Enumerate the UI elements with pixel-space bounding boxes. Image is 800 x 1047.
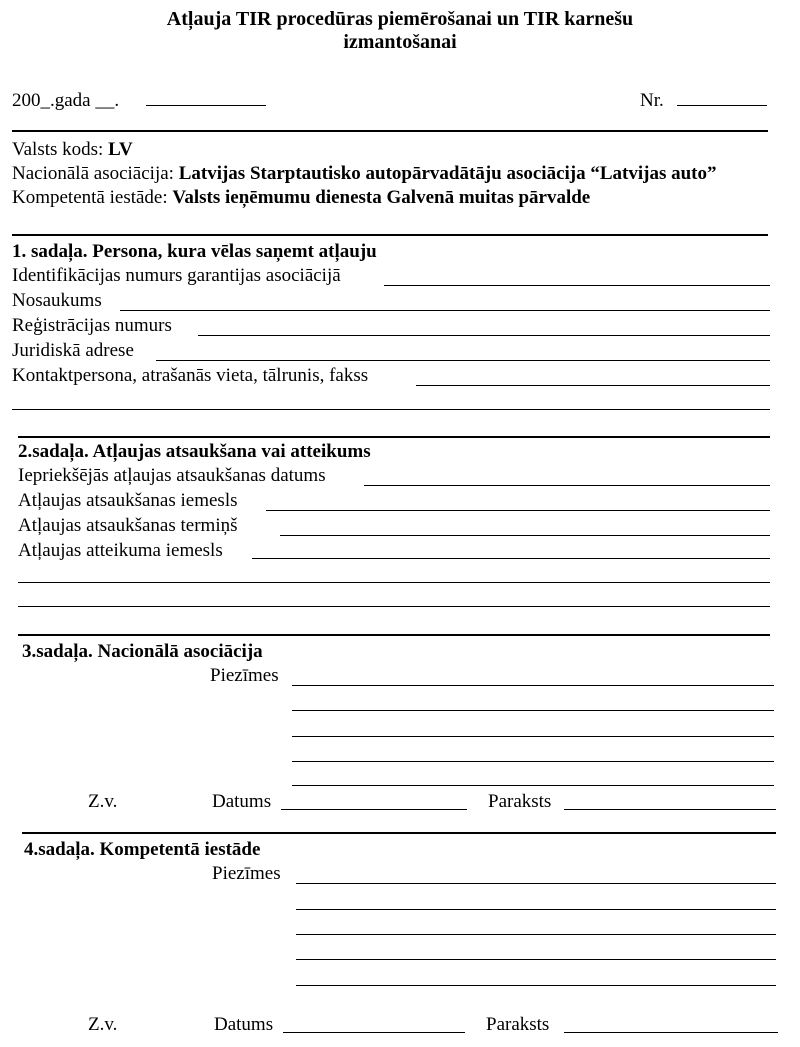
section1-field-contact: Kontaktpersona, atrašanās vieta, tālrunis, fakss	[12, 365, 369, 386]
section4-heading: 4.sadaļa. Kompetentā iestāde	[24, 839, 261, 860]
section3-date-line[interactable]	[281, 809, 467, 810]
divider	[12, 234, 768, 236]
section2-input-line[interactable]	[364, 485, 770, 486]
document-title-line1: Atļauja TIR procedūras piemērošanai un TIR karnešu	[166, 8, 634, 30]
section1-field-id: Identifikācijas numurs garantijas asociācijā	[12, 265, 341, 286]
country-code-label: Valsts kods:	[12, 139, 104, 160]
section2-heading: 2.sadaļa. Atļaujas atsaukšana vai atteikums	[18, 441, 371, 462]
section2-input-line[interactable]	[18, 582, 770, 583]
section4-date-label: Datums	[214, 1014, 274, 1035]
section4-signature-line[interactable]	[564, 1032, 778, 1033]
association-value: Latvijas Starptautisko autopārvadātāju asociācija “Latvijas auto”	[178, 163, 717, 184]
section2-field-prev-date: Iepriekšējās atļaujas atsaukšanas datums	[18, 465, 326, 486]
section4-notes-line[interactable]	[296, 909, 776, 910]
section4-notes-line[interactable]	[296, 959, 776, 960]
section3-notes-label: Piezīmes	[210, 665, 279, 686]
section4-notes-line[interactable]	[296, 934, 776, 935]
section2-input-line[interactable]	[18, 606, 770, 607]
section3-signature-label: Paraksts	[488, 791, 552, 812]
divider	[22, 832, 776, 834]
association-row	[12, 163, 717, 185]
section4-notes-label: Piezīmes	[212, 863, 281, 884]
section3-signature-line[interactable]	[564, 809, 776, 810]
section3-notes-line[interactable]	[292, 785, 774, 786]
section1-input-line[interactable]	[120, 310, 770, 311]
section4-signature-label: Paraksts	[486, 1014, 550, 1035]
section1-input-line[interactable]	[416, 385, 770, 386]
section4-notes-line[interactable]	[296, 883, 776, 884]
authority-row	[12, 187, 590, 209]
section1-input-line[interactable]	[198, 335, 770, 336]
section1-heading: 1. sadaļa. Persona, kura vēlas saņemt atļauju	[12, 241, 377, 262]
date-prefix: 200_.gada __.	[12, 90, 120, 111]
divider	[18, 634, 770, 636]
section4-notes-line[interactable]	[296, 985, 776, 986]
section3-notes-line[interactable]	[292, 710, 774, 711]
section3-notes-line[interactable]	[292, 685, 774, 686]
section3-notes-line[interactable]	[292, 736, 774, 737]
nr-blank-line[interactable]	[677, 105, 767, 106]
section3-stamp-label: Z.v.	[88, 791, 118, 812]
section2-input-line[interactable]	[280, 535, 770, 536]
section2-field-revoke-reason: Atļaujas atsaukšanas iemesls	[18, 490, 238, 511]
country-code-row	[12, 139, 133, 161]
section1-input-line[interactable]	[384, 285, 770, 286]
divider	[12, 130, 768, 132]
section2-input-line[interactable]	[252, 558, 770, 559]
section3-date-label: Datums	[212, 791, 272, 812]
association-label: Nacionālā asociācija:	[12, 163, 174, 184]
divider	[18, 436, 770, 438]
section3-notes-line[interactable]	[292, 761, 774, 762]
nr-label: Nr.	[640, 90, 664, 111]
section2-field-revoke-term: Atļaujas atsaukšanas termiņš	[18, 515, 238, 536]
authority-value: Valsts ieņēmumu dienesta Galvenā muitas pārvalde	[172, 187, 591, 208]
date-blank-line[interactable]	[146, 105, 266, 106]
authority-label: Kompetentā iestāde:	[12, 187, 168, 208]
section1-input-line[interactable]	[12, 409, 770, 410]
document-title-line2: izmantošanai	[343, 31, 457, 53]
section1-input-line[interactable]	[156, 360, 770, 361]
section3-heading: 3.sadaļa. Nacionālā asociācija	[22, 641, 263, 662]
section1-field-address: Juridiskā adrese	[12, 340, 134, 361]
section2-input-line[interactable]	[266, 510, 770, 511]
section1-field-name: Nosaukums	[12, 290, 102, 311]
country-code-value: LV	[108, 139, 133, 160]
section2-field-refusal-reason: Atļaujas atteikuma iemesls	[18, 540, 223, 561]
section4-date-line[interactable]	[283, 1032, 465, 1033]
section4-stamp-label: Z.v.	[88, 1014, 118, 1035]
section1-field-regnum: Reģistrācijas numurs	[12, 315, 172, 336]
